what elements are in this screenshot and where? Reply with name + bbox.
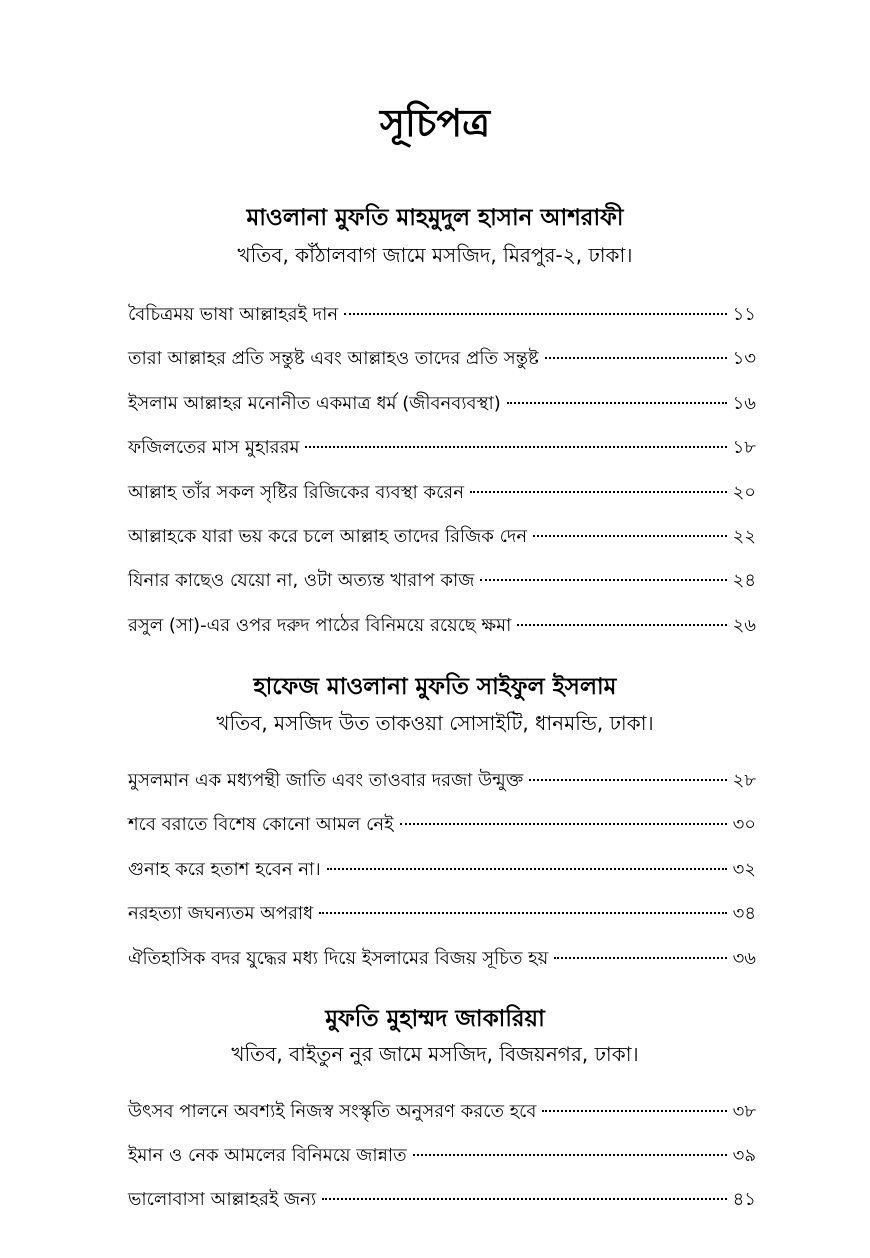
toc-entry-page: ৩৪ <box>732 903 756 924</box>
dot-leader <box>319 912 726 914</box>
toc-entry-page: ৩৬ <box>732 948 756 969</box>
toc-entry-title: আল্লাহ তাঁর সকল সৃষ্টির রিজিকের ব্যবস্থা করেন <box>128 482 464 503</box>
dot-leader <box>542 1110 726 1112</box>
toc-entry[interactable] <box>128 433 756 463</box>
section-heading-saiful-islam: হাফেজ মাওলানা মুফতি সাইফুল ইসলাম <box>253 674 617 700</box>
toc-entry[interactable] <box>128 389 756 419</box>
dot-leader <box>507 402 727 404</box>
toc-entry-page: ৩২ <box>732 859 756 880</box>
dot-leader <box>322 1198 727 1200</box>
toc-entry-page: ৩০ <box>732 814 756 835</box>
toc-entry[interactable] <box>128 810 756 840</box>
dot-leader <box>533 535 726 537</box>
toc-entry[interactable] <box>128 566 756 596</box>
dot-leader <box>480 579 726 581</box>
toc-entry[interactable] <box>128 1141 756 1171</box>
toc-entry[interactable] <box>128 944 756 974</box>
toc-entry-page: ১৮ <box>732 437 756 458</box>
toc-entry-page: ২৬ <box>732 615 756 636</box>
toc-entry-title: ফজিলতের মাস মুহাররম <box>128 437 300 458</box>
toc-entry[interactable] <box>128 899 756 929</box>
dot-leader <box>529 779 726 781</box>
toc-entry-page: ২০ <box>732 482 756 503</box>
toc-entry-title: আল্লাহকে যারা ভয় করে চলে আল্লাহ তাদের রিজিক দেন <box>128 526 528 547</box>
toc-entry-title: তারা আল্লাহর প্রতি সন্তুষ্ট এবং আল্লাহও তাদের প্রতি সন্তুষ্ট <box>128 348 539 369</box>
section-subheading-ashrafi: খতিব, কাঁঠালবাগ জামে মসজিদ, মিরপুর-২, ঢাকা। <box>237 243 633 267</box>
dot-leader <box>554 957 726 959</box>
toc-entry-title: বৈচিত্রময় ভাষা আল্লাহরই দান <box>128 304 339 325</box>
toc-entry-page: ১১ <box>732 304 756 325</box>
dot-leader <box>470 491 727 493</box>
toc-entry-title: শবে বরাতে বিশেষ কোনো আমল নেই <box>128 814 394 835</box>
dot-leader <box>327 868 727 870</box>
toc-entry[interactable] <box>128 344 756 374</box>
toc-entry[interactable] <box>128 478 756 508</box>
toc-entry[interactable] <box>128 522 756 552</box>
toc-entry-title: ভালোবাসা আল্লাহরই জন্য <box>128 1189 317 1210</box>
toc-entry-title: ইসলাম আল্লাহর মনোনীত একমাত্র ধর্ম (জীবনব্যবস্থা) <box>128 393 501 414</box>
toc-entry-title: গুনাহ করে হতাশ হবেন না। <box>128 859 321 880</box>
page-title: সূচিপত্র <box>379 101 491 145</box>
toc-entry-title: নরহত্যা জঘন্যতম অপরাধ <box>128 903 314 924</box>
toc-entry[interactable] <box>128 766 756 796</box>
toc-entry-page: ২২ <box>732 526 756 547</box>
toc-entry[interactable] <box>128 1185 756 1215</box>
section-subheading-saiful-islam: খতিব, মসজিদ উত তাকওয়া সোসাইটি, ধানমন্ডি, ঢাকা। <box>216 711 654 735</box>
toc-entry-title: ঐতিহাসিক বদর যুদ্ধের মধ্য দিয়ে ইসলামের বিজয় সূচিত হয় <box>128 948 549 969</box>
dot-leader <box>413 1154 727 1156</box>
section-subheading-zakaria: খতিব, বাইতুন নুর জামে মসজিদ, বিজয়নগর, ঢাকা। <box>231 1042 639 1066</box>
dot-leader <box>305 446 726 448</box>
toc-entry-title: উৎসব পালনে অবশ্যই নিজস্ব সংস্কৃতি অনুসরণ করতে হবে <box>128 1101 537 1122</box>
toc-entry-page: ৪১ <box>732 1189 756 1210</box>
toc-entry-page: ৩৮ <box>732 1101 756 1122</box>
toc-entry-page: ১৬ <box>732 393 756 414</box>
section-heading-zakaria: মুফতি মুহাম্মদ জাকারিয়া <box>325 1006 545 1032</box>
toc-entry[interactable] <box>128 855 756 885</box>
toc-entry-page: ১৩ <box>732 348 756 369</box>
toc-entry-title: ইমান ও নেক আমলের বিনিময়ে জান্নাত <box>128 1145 407 1166</box>
section-heading-ashrafi: মাওলানা মুফতি মাহমুদুল হাসান আশরাফী <box>246 205 624 231</box>
toc-entry-title: যিনার কাছেও যেয়ো না, ওটা অত্যন্ত খারাপ কাজ <box>128 570 475 591</box>
dot-leader <box>344 313 727 315</box>
dot-leader <box>545 357 727 359</box>
dot-leader <box>517 624 726 626</box>
toc-entry-page: ২৪ <box>732 570 756 591</box>
toc-entry-page: ২৮ <box>732 770 756 791</box>
toc-entry[interactable] <box>128 611 756 641</box>
toc-entry[interactable] <box>128 300 756 330</box>
toc-entry-title: রসুল (সা)-এর ওপর দরুদ পাঠের বিনিময়ে রয়েছে ক্ষমা <box>128 615 512 636</box>
dot-leader <box>400 823 727 825</box>
toc-entry-title: মুসলমান এক মধ্যপন্থী জাতি এবং তাওবার দরজা উন্মুক্ত <box>128 770 524 791</box>
toc-entry-page: ৩৯ <box>732 1145 756 1166</box>
toc-entry[interactable] <box>128 1097 756 1127</box>
